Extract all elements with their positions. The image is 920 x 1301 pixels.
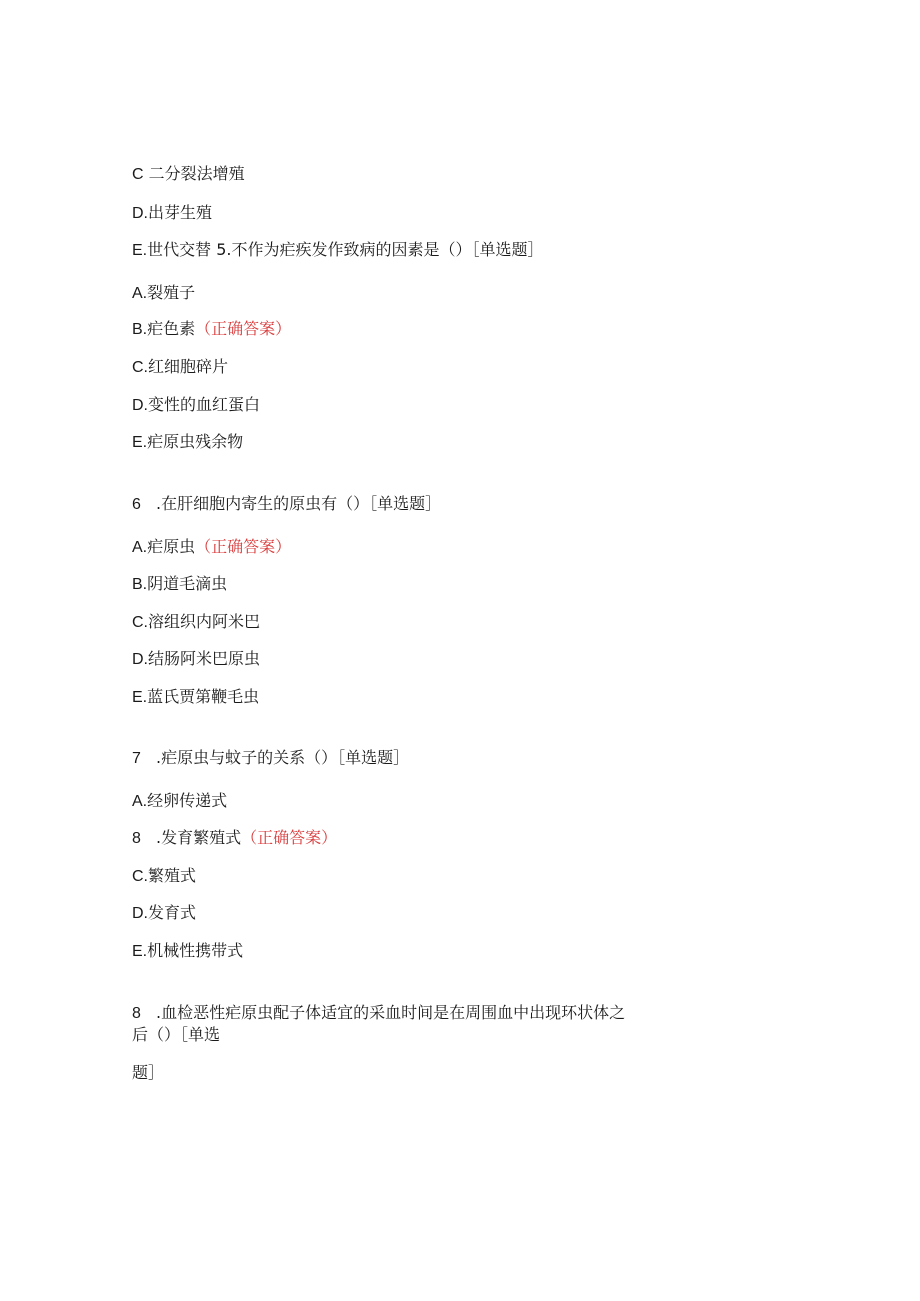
option-text: 二分裂法增殖 bbox=[143, 164, 245, 183]
option-letter: B. bbox=[132, 321, 148, 338]
question-line-continued bbox=[132, 1063, 164, 1083]
option-line bbox=[132, 687, 259, 708]
option-line bbox=[132, 164, 245, 185]
option-text: 疟原虫 bbox=[147, 537, 196, 556]
option-text: 蓝氏贾第鞭毛虫 bbox=[147, 687, 260, 706]
option-line bbox=[132, 395, 260, 416]
option-letter: D. bbox=[132, 205, 148, 222]
option-number: 8 bbox=[132, 830, 141, 847]
option-text: 繁殖式 bbox=[148, 866, 197, 885]
option-text: 发育式 bbox=[148, 903, 197, 922]
option-text: 经卵传递式 bbox=[147, 791, 228, 810]
option-text: 机械性携带式 bbox=[147, 941, 244, 960]
correct-answer-mark: （正确答案） bbox=[195, 319, 292, 338]
option-text: 世代交替 5.不作为疟疾发作致病的因素是（）［单选题］ bbox=[147, 240, 544, 259]
option-letter: B. bbox=[132, 576, 148, 593]
option-text: 变性的血红蛋白 bbox=[148, 395, 261, 414]
option-line bbox=[132, 574, 227, 595]
option-letter: C. bbox=[132, 614, 148, 631]
option-text: 红细胞碎片 bbox=[148, 357, 229, 376]
option-line bbox=[132, 791, 227, 812]
option-letter: C. bbox=[132, 868, 148, 885]
option-letter: E. bbox=[132, 434, 148, 451]
option-line bbox=[132, 866, 196, 887]
correct-answer-mark: （正确答案） bbox=[195, 537, 292, 556]
option-text: 疟原虫残余物 bbox=[147, 432, 244, 451]
option-letter: C. bbox=[132, 359, 148, 376]
option-line bbox=[132, 903, 196, 924]
question-line bbox=[132, 1003, 625, 1024]
option-line bbox=[132, 319, 291, 340]
question-line-continued bbox=[132, 1025, 220, 1045]
option-text: 阴道毛滴虫 bbox=[147, 574, 228, 593]
option-letter: D. bbox=[132, 651, 148, 668]
option-line bbox=[132, 828, 337, 849]
option-line bbox=[132, 649, 260, 670]
question-number: 8 bbox=[132, 1005, 141, 1022]
option-text: .发育繁殖式 bbox=[156, 828, 242, 847]
option-letter: D. bbox=[132, 905, 148, 922]
option-text: 出芽生殖 bbox=[148, 203, 213, 222]
question-text: 题］ bbox=[132, 1063, 165, 1082]
option-line bbox=[132, 240, 543, 261]
question-text: .在肝细胞内寄生的原虫有（）［单选题］ bbox=[156, 494, 442, 513]
option-line bbox=[132, 537, 291, 558]
option-line bbox=[132, 941, 243, 962]
option-line bbox=[132, 203, 212, 224]
question-text: .血检恶性疟原虫配子体适宜的采血时间是在周围血中出现环状体之 bbox=[156, 1003, 626, 1022]
option-text: 溶组织内阿米巴 bbox=[148, 612, 261, 631]
option-letter: E. bbox=[132, 689, 148, 706]
question-number: 7 bbox=[132, 750, 141, 767]
correct-answer-mark: （正确答案） bbox=[241, 828, 338, 847]
question-text: 后（）［单选 bbox=[132, 1025, 221, 1044]
option-letter: E. bbox=[132, 242, 148, 259]
question-line bbox=[132, 748, 409, 769]
option-letter: A. bbox=[132, 539, 148, 556]
option-letter: C bbox=[132, 166, 144, 183]
option-letter: A. bbox=[132, 793, 148, 810]
option-letter: D. bbox=[132, 397, 148, 414]
option-line bbox=[132, 357, 228, 378]
option-letter: A. bbox=[132, 285, 148, 302]
option-line bbox=[132, 283, 195, 304]
option-letter: E. bbox=[132, 943, 148, 960]
option-text: 疟色素 bbox=[147, 319, 196, 338]
option-text: 结肠阿米巴原虫 bbox=[148, 649, 261, 668]
question-line bbox=[132, 494, 441, 515]
option-line bbox=[132, 612, 260, 633]
question-text: .疟原虫与蚊子的关系（）［单选题］ bbox=[156, 748, 410, 767]
question-number: 6 bbox=[132, 496, 141, 513]
option-text: 裂殖子 bbox=[147, 283, 196, 302]
option-line bbox=[132, 432, 243, 453]
